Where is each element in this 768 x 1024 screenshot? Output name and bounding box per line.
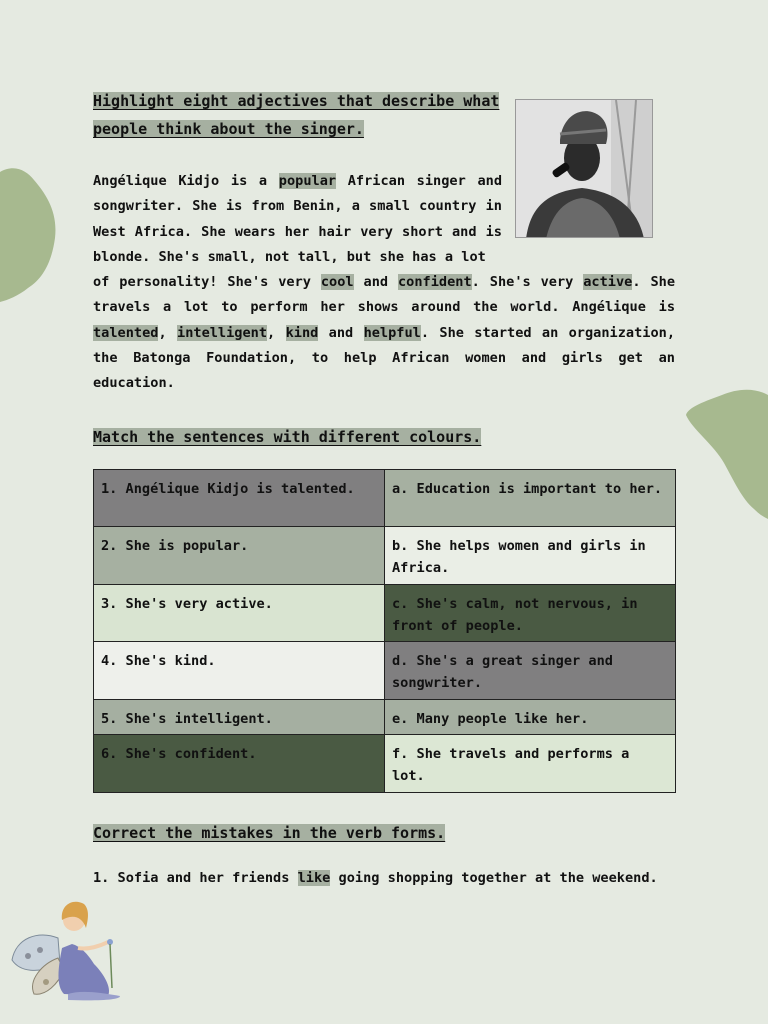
table-row: [94, 700, 676, 735]
sentence-a: a. Education is important to her.: [385, 470, 676, 527]
verb-like: like: [297, 870, 331, 886]
adjective-helpful: helpful: [363, 324, 421, 341]
sentence-4: 4. She's kind.: [94, 642, 385, 700]
singer-paragraph-top: Angélique Kidjo is a popular African singer and songwriter. She is from Benin, a small country in West Africa. She wears her hair very short and is blonde. She's small, not tall, but she has a lot: [93, 173, 503, 265]
adjective-kind: kind: [285, 324, 319, 341]
sentence-b: b. She helps women and girls in Africa.: [385, 527, 676, 585]
adjective-popular: popular: [278, 173, 337, 189]
sentence-e: e. Many people like her.: [385, 700, 676, 735]
adjective-cool: cool: [320, 274, 354, 290]
sentence-2: 2. She is popular.: [94, 527, 385, 585]
sentence-d: d. She's a great singer and songwriter.: [385, 642, 676, 700]
heading-line-2: people think about the singer.: [93, 120, 364, 138]
adjectives-heading: [93, 87, 499, 143]
table-row: [94, 585, 676, 642]
sentence-5: 5. She's intelligent.: [94, 700, 385, 735]
singer-photo: [515, 99, 653, 238]
sentence-c: c. She's calm, not nervous, in front of people.: [385, 585, 676, 642]
table-row: [94, 470, 676, 527]
leaf-decoration-left: [0, 160, 58, 305]
adjective-intelligent: intelligent: [177, 324, 268, 341]
heading-line-1: Highlight eight adjectives that describe what: [93, 92, 500, 110]
fairy-illustration: [8, 898, 130, 1002]
leaf-decoration-right: [684, 385, 768, 520]
singer-paragraph-bottom: of personality! She's very cool and confident. She's very active. She travels a lot to perform her shows around the world. Angélique is talented, intelligent, kind and helpful. She started an organization, the Batonga Foundation, to help African women and girls get an education.: [93, 274, 676, 392]
adjective-active: active: [583, 274, 633, 290]
match-heading: Match the sentences with different colours.: [93, 428, 482, 446]
adjective-talented: talented: [93, 324, 159, 341]
verb-forms-heading: Correct the mistakes in the verb forms.: [93, 824, 446, 842]
table-row: [94, 735, 676, 793]
sentence-6: 6. She's confident.: [94, 735, 385, 793]
adjective-confident: confident: [398, 274, 472, 290]
sentence-3: 3. She's very active.: [94, 585, 385, 642]
verb-sentence-1: 1. Sofia and her friends like going shopping together at the weekend.: [93, 870, 658, 886]
sentence-f: f. She travels and performs a lot.: [385, 735, 676, 793]
sentence-1: 1. Angélique Kidjo is talented.: [94, 470, 385, 527]
singer-image: [516, 100, 653, 238]
table-row: [94, 527, 676, 585]
table-row: [94, 642, 676, 700]
matching-table: [93, 469, 676, 793]
